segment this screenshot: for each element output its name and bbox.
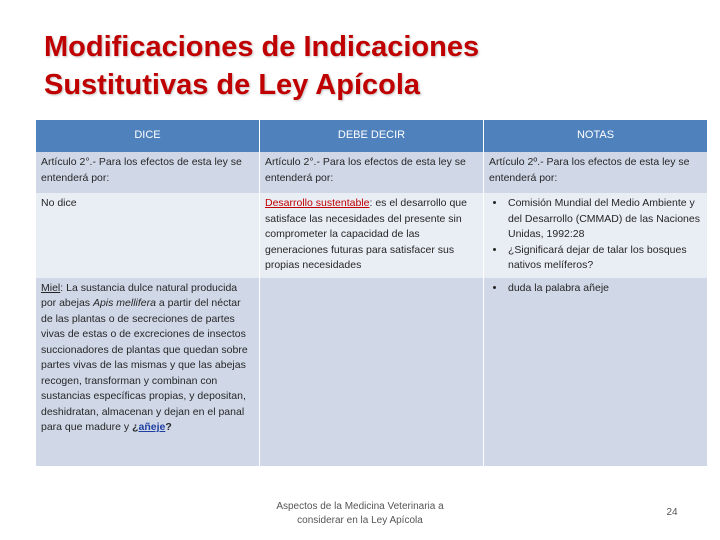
slide-footer — [260, 500, 460, 528]
miel-definition-b: a partir del néctar de las plantas o de secreciones de partes vivas de estas o de excreciones de insectos succionadores de plantas que quedan sobre partes vivas de las mismas y que las abejas recogen, transforman y combinan con sustancias específicas propias, y depositan, deshidratan, almacenan y dejan en el panal para que madure y — [41, 297, 248, 433]
table-row — [36, 193, 708, 278]
cell-notas-desarrollo — [484, 193, 708, 278]
header-dice: DICE — [36, 120, 260, 152]
table-row — [36, 152, 708, 193]
miel-term: Miel — [41, 281, 61, 294]
articulo-text: Para los efectos de esta ley se entenderá por: — [265, 156, 466, 184]
articulo-text: Para los efectos de esta ley se entenderá por: — [41, 156, 242, 184]
cell-notas-miel — [484, 278, 708, 466]
question-close: ? — [165, 421, 172, 433]
title-line-1: Modificaciones de Indicaciones — [44, 31, 480, 63]
header-notas: NOTAS — [484, 120, 708, 152]
question-open: ¿ — [132, 421, 139, 433]
articulo-label: Artículo 2º.- — [489, 156, 544, 168]
page-number: 24 — [666, 507, 678, 518]
footer-line-1: Aspectos de la Medicina Veterinaria a — [276, 501, 444, 512]
aneje-word: añeje — [138, 421, 166, 433]
header-debe-decir: DEBE DECIR — [260, 120, 484, 152]
table-header-row — [36, 120, 708, 152]
species-name: Apis mellifera — [92, 297, 156, 309]
table-row — [36, 278, 708, 466]
desarrollo-sustentable-definition: : es el desarrollo que satisface las necesidades del presente sin comprometer la capacidad de las generaciones futuras para satisfacer sus propias necesidades — [265, 197, 467, 271]
title-line-2: Sustitutivas de Ley Apícola — [44, 69, 421, 101]
articulo-label: Artículo 2°.- — [41, 156, 96, 168]
cell-dice-articulo — [36, 152, 260, 193]
cell-dice-no-dice: No dice — [36, 193, 260, 278]
notes-list — [489, 196, 702, 274]
cell-debe-decir-empty — [260, 278, 484, 466]
list-item: • Comisión Mundial del Medio Ambiente y del Desarrollo (CMMAD) de las Naciones Unidas, 1992:28 — [506, 196, 702, 243]
list-item: • duda la palabra añeje — [506, 281, 702, 297]
desarrollo-sustentable-term: Desarrollo sustentable — [265, 197, 370, 209]
slide-title — [44, 28, 684, 104]
cell-debe-decir-desarrollo — [260, 193, 484, 278]
articulo-text: Para los efectos de esta ley se entenderá por: — [489, 156, 690, 184]
footer-line-2: considerar en la Ley Apícola — [297, 515, 423, 526]
articulo-label: Artículo 2°.- — [265, 156, 320, 168]
comparison-table — [35, 120, 708, 466]
miel-definition-a: : La sustancia dulce natural producida por abejas — [41, 281, 238, 309]
list-item: • ¿Significará dejar de talar los bosques nativos melíferos? — [506, 243, 702, 274]
cell-debe-decir-articulo — [260, 152, 484, 193]
cell-dice-miel — [36, 278, 260, 466]
notes-list — [489, 281, 702, 297]
cell-notas-articulo — [484, 152, 708, 193]
